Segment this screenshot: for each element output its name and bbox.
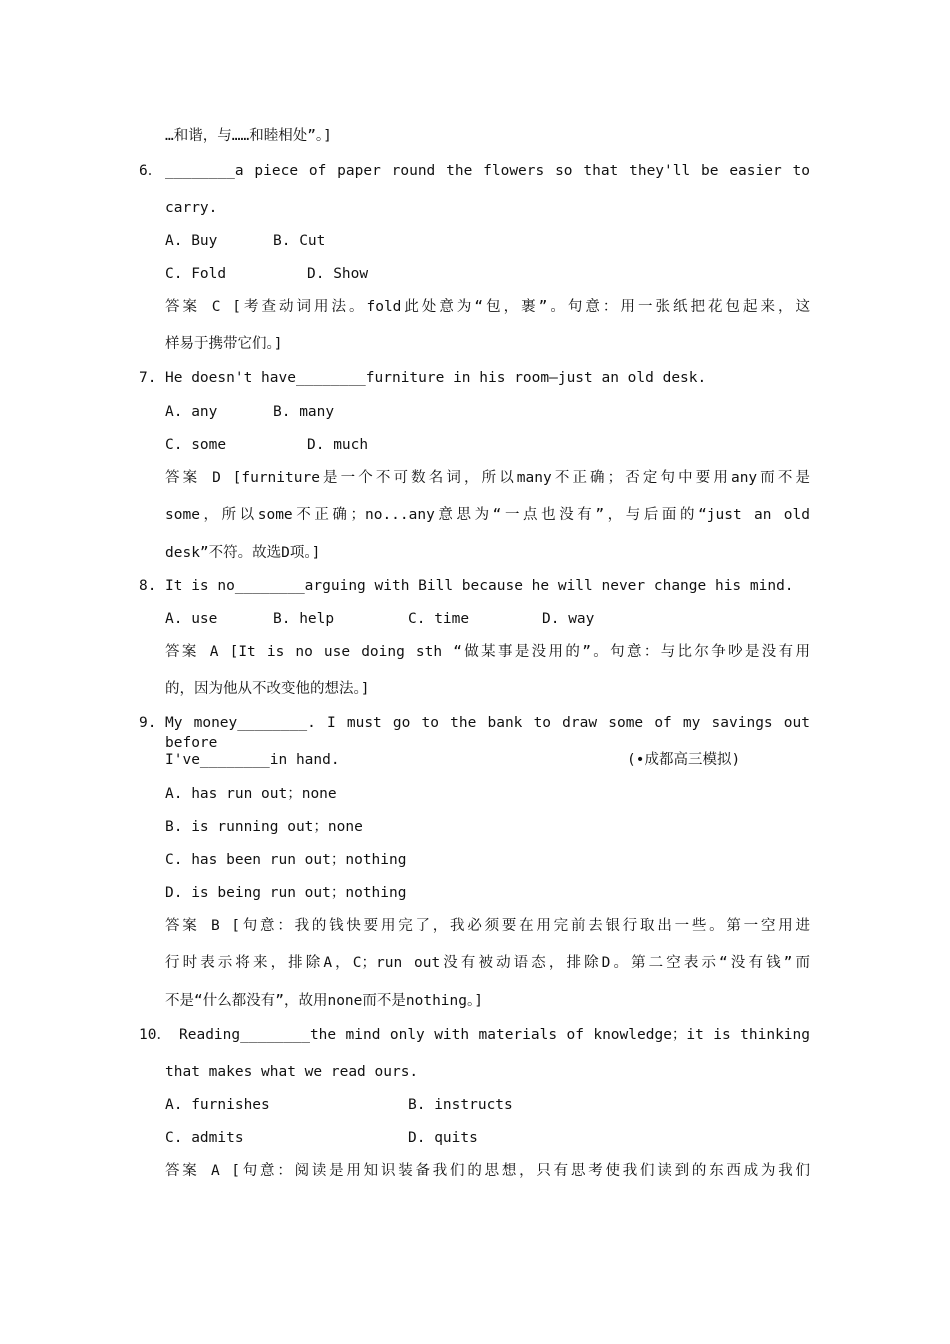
question-9-option-a: A. has run out；none bbox=[165, 786, 337, 802]
question-10-option-a: A. furnishes bbox=[165, 1097, 270, 1113]
question-9-answer-end: 不是“什么都没有”，故用none而不是nothing。] bbox=[165, 993, 483, 1009]
question-7-answer-cont: some，所以some不正确；no...any意思为“一点也没有”，与后面的“just an old bbox=[165, 507, 810, 523]
question-8-stem: It is no________arguing with Bill because he will never change his mind. bbox=[165, 578, 794, 594]
question-8-answer-cont: 的，因为他从不改变他的想法。] bbox=[165, 681, 370, 697]
question-6-number: 6． bbox=[139, 163, 163, 179]
question-7-option-a: A. any bbox=[165, 404, 218, 420]
question-9-number: 9. bbox=[139, 715, 157, 731]
question-10-option-d: D. quits bbox=[408, 1130, 478, 1146]
question-7-option-c: C. some bbox=[165, 437, 227, 453]
question-6-answer-cont: 样易于携带它们。] bbox=[165, 336, 283, 352]
question-6-option-d: D. Show bbox=[307, 266, 369, 282]
question-8-answer: 答案 A [It is no use doing sth “做某事是没用的”。句意：与比尔争吵是没有用 bbox=[165, 644, 810, 660]
question-6-stem-cont: carry. bbox=[165, 200, 218, 216]
question-10-option-b: B. instructs bbox=[408, 1097, 513, 1113]
question-6-option-a: A. Buy bbox=[165, 233, 218, 249]
question-9-answer: 答案 B [句意：我的钱快要用完了，我必须要在用完前去银行取出一些。第一空用进 bbox=[165, 918, 810, 934]
question-8-option-c: C. time bbox=[408, 611, 470, 627]
question-7-answer-end: desk”不符。故选D项。] bbox=[165, 545, 321, 561]
question-8-option-a: A. use bbox=[165, 611, 218, 627]
question-9-answer-cont: 行时表示将来，排除A，C；run out没有被动语态，排除D。第二空表示“没有钱”而 bbox=[165, 955, 810, 971]
question-7-number: 7. bbox=[139, 370, 157, 386]
question-9-source: (•成都高三模拟) bbox=[627, 752, 741, 768]
question-9-option-d: D. is being run out；nothing bbox=[165, 885, 407, 901]
question-6-answer: 答案 C [考查动词用法。fold此处意为“包，裹”。句意：用一张纸把花包起来，这 bbox=[165, 299, 810, 315]
question-9-stem: My money________. I must go to the bank to draw some of my savings out before bbox=[165, 715, 810, 751]
question-7-answer: 答案 D [furniture是一个不可数名词，所以many不正确；否定句中要用any而不是 bbox=[165, 470, 810, 486]
question-8-option-d: D. way bbox=[542, 611, 595, 627]
question-6-stem: ________a piece of paper round the flowers so that they'll be easier to bbox=[165, 163, 810, 179]
question-10-stem: Reading________the mind only with materials of knowledge；it is thinking bbox=[179, 1027, 810, 1043]
question-9-option-b: B. is running out；none bbox=[165, 819, 363, 835]
question-8-option-b: B. help bbox=[273, 611, 335, 627]
question-9-stem-cont: I've________in hand. bbox=[165, 752, 340, 768]
question-10-stem-cont: that makes what we read ours. bbox=[165, 1064, 419, 1080]
question-9-option-c: C. has been run out；nothing bbox=[165, 852, 407, 868]
question-10-option-c: C. admits bbox=[165, 1130, 244, 1146]
question-6-option-b: B. Cut bbox=[273, 233, 326, 249]
previous-answer-fragment: …和谐，与……和睦相处”。] bbox=[165, 128, 332, 144]
question-7-option-b: B. many bbox=[273, 404, 335, 420]
question-8-number: 8. bbox=[139, 578, 157, 594]
question-7-option-d: D. much bbox=[307, 437, 369, 453]
question-6-option-c: C. Fold bbox=[165, 266, 227, 282]
question-10-answer: 答案 A [句意：阅读是用知识装备我们的思想，只有思考使我们读到的东西成为我们 bbox=[165, 1163, 810, 1179]
question-10-number: 10． bbox=[139, 1027, 171, 1043]
question-7-stem: He doesn't have________furniture in his room—just an old desk. bbox=[165, 370, 707, 386]
